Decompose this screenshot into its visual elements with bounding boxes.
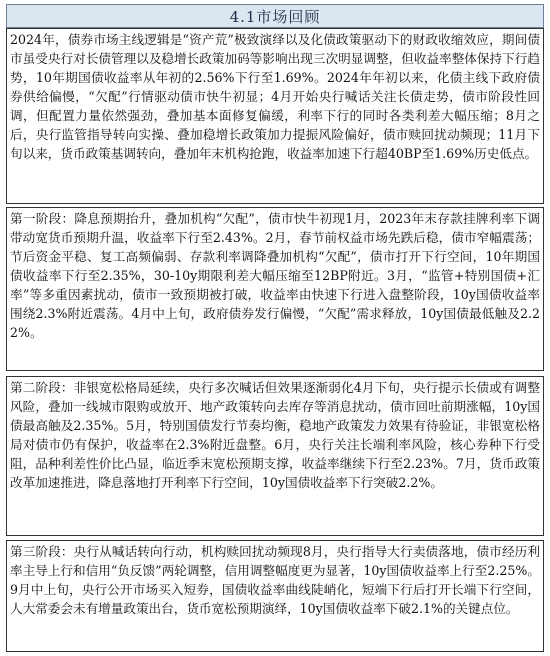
phase-three-paragraph: 第三阶段：央行从喊话转向行动，机构赎回扰动频现8月，央行指导大行卖债落地，债市经历利率主导上行和信用“负反馈”两轮调整，信用调整幅度更为显著，10y国债收益率上行至2.25%。9月中上旬，央行公开市场买入短券，国债收益率曲线陡峭化，短端下行后打开长端下行空间，人大常委会未有增量政策出台，货币宽松预期演绎，10y国债收益率下破2.1%的关键点位。 [6, 540, 544, 652]
section-title: 4.1市场回顾 [6, 4, 544, 28]
overview-paragraph: 2024年，债券市场主线逻辑是“资产荒”极致演绎以及化债政策驱动下的财政收缩效应，期间债市虽受央行对长债管理以及稳增长政策加码等影响出现三次明显调整，但收益率整体保持下行趋势，10年期国债收益率从年初的2.56%下行至1.69%。2024年年初以来，化债主线下政府债券供给偏慢，“欠配”行情驱动债市快牛初显；4月开始央行喊话关注长债走势，债市阶段性回调，但配置力量依然强劲，叠加基本面修复偏缓，利率下行的同时各类利差大幅压缩；8月之后，央行监管指导转向实操、叠加稳增长政策加力提振风险偏好，债市赎回扰动频现；11月下旬以来，货币政策基调转向，叠加年末机构抢跑，收益率加速下行超40BP至1.69%历史低点。 [6, 28, 544, 204]
phase-one-paragraph: 第一阶段：降息预期抬升，叠加机构“欠配”，债市快牛初现1月，2023年末存款挂牌利率下调带动宽货币预期升温，收益率下行至2.43%。2月，春节前权益市场先跌后稳，债市窄幅震荡；节后资金平稳、复工高频偏弱、存款利率调降叠加机构“欠配”，债市打开下行空间，10年期国债收益率下行至2.35%，30-10y期限利差大幅压缩至12BP附近。3月，“监管+特别国债+汇率”等多重因素扰动，债市一致预期被打破，收益率由快速下行进入盘整阶段，10y国债收益率围绕2.3%附近震荡。4月中上旬，政府债券发行偏慢，“欠配”需求释放，10y国债最低触及2.22%。 [6, 207, 544, 371]
phase-two-paragraph: 第二阶段：非银宽松格局延续，央行多次喊话但效果逐渐弱化4月下旬，央行提示长债或有调整风险，叠加一线城市限购或放开、地产政策转向去库存等消息扰动，债市回吐前期涨幅，10y国债最高触及2.35%。5月，特别国债发行节奏均衡，稳地产政策发力效果有待验证，非银宽松格局对债市仍有保护，收益率在2.3%附近盘整。6月，央行关注长端利率风险，核心券种下行受阻，品种利差性价比凸显，临近季末宽松预期支撑，收益率继续下行至2.23%。7月，货币政策改革加速推进，降息落地打开利率下行空间，10y国债收益率下行突破2.2%。 [6, 376, 544, 536]
